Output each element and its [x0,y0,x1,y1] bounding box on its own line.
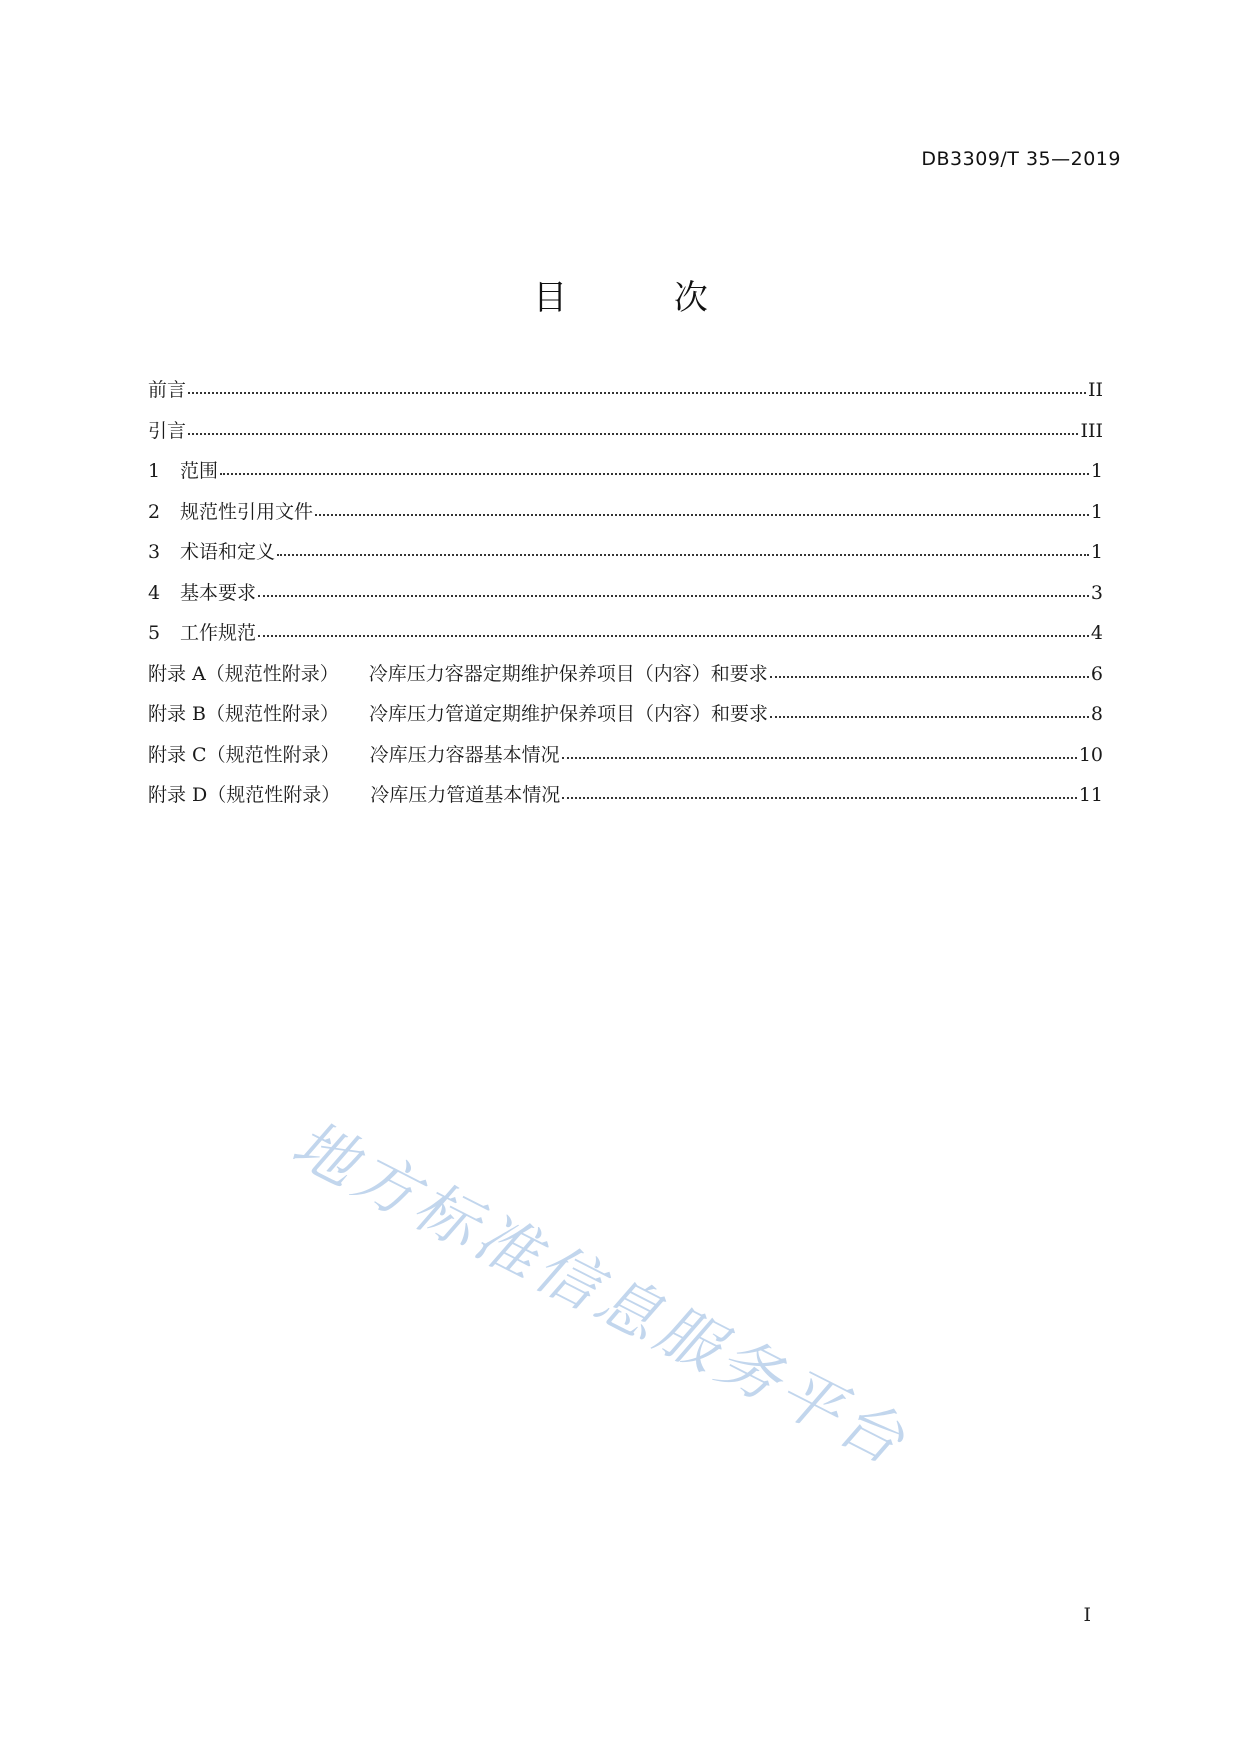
toc-entry-label: 规范性引用文件 [180,500,314,523]
toc-dot-leader [770,700,1089,720]
toc-entry-page: 10 [1078,743,1103,766]
toc-entry-appendix-d[interactable] [148,775,1103,816]
toc-entry-page: 4 [1090,622,1103,644]
toc-entry-number: 2 [148,500,161,523]
toc-entry-number: 1 [148,460,161,482]
toc-entry-label: 工作规范 [180,622,257,644]
toc-entry-page: 11 [1078,784,1103,806]
toc-entry-page: 1 [1090,500,1103,523]
toc-entry-label: 冷库压力管道基本情况 [370,784,561,806]
toc-entry-page: 1 [1090,541,1103,563]
toc-dot-leader [562,781,1077,801]
toc-entry-label: 冷库压力容器基本情况 [369,743,560,766]
toc-entry-label: 前言 [148,379,187,401]
toc-dot-leader [770,660,1089,680]
toc-entry-preface[interactable] [148,370,1103,411]
toc-entry-appendix: 附录 B（规范性附录） [148,703,340,725]
watermark: 地方标准信息服务平台 [281,1106,921,1481]
toc-entry-page: II [1087,379,1103,401]
toc-dot-leader [220,457,1089,477]
toc-entry-label: 冷库压力容器定期维护保养项目（内容）和要求 [368,662,768,685]
toc-title: 目 次 [533,278,756,318]
toc-entry-number: 5 [148,622,161,644]
toc-entry-page: 1 [1090,460,1103,482]
toc-entry-page: 8 [1090,703,1103,725]
toc-dot-leader [188,417,1078,437]
toc-entry-label: 冷库压力管道定期维护保养项目（内容）和要求 [369,703,769,725]
page-number: I [1083,1604,1091,1626]
toc-entry-label: 基本要求 [180,581,257,604]
toc-entry-label: 引言 [148,419,187,442]
toc-dot-leader [562,741,1077,761]
toc-entry-appendix: 附录 C（规范性附录） [148,743,340,766]
toc-dot-leader [258,619,1089,639]
toc-entry-section-5[interactable] [148,613,1103,654]
table-of-contents [148,370,1103,816]
toc-dot-leader [277,538,1089,558]
toc-entry-appendix-c[interactable] [148,735,1103,776]
toc-entry-page: 3 [1090,581,1103,604]
toc-entry-section-1[interactable] [148,451,1103,492]
toc-entry-number: 3 [148,541,161,563]
toc-entry-introduction[interactable] [148,411,1103,452]
toc-entry-label: 术语和定义 [180,541,276,563]
toc-entry-appendix-b[interactable] [148,694,1103,735]
toc-dot-leader [258,579,1089,599]
toc-entry-label: 范围 [180,460,219,482]
toc-dot-leader [315,498,1089,518]
toc-entry-page: 6 [1090,662,1103,685]
toc-entry-appendix-a[interactable] [148,654,1103,695]
toc-entry-appendix: 附录 D（规范性附录） [148,784,341,806]
toc-entry-appendix: 附录 A（规范性附录） [148,662,339,685]
toc-entry-section-3[interactable] [148,532,1103,573]
toc-entry-section-2[interactable] [148,492,1103,533]
toc-dot-leader [188,376,1086,396]
toc-entry-number: 4 [148,581,161,604]
document-code: DB3309/T 35—2019 [921,148,1121,170]
toc-entry-section-4[interactable] [148,573,1103,614]
toc-entry-page: III [1080,419,1103,442]
